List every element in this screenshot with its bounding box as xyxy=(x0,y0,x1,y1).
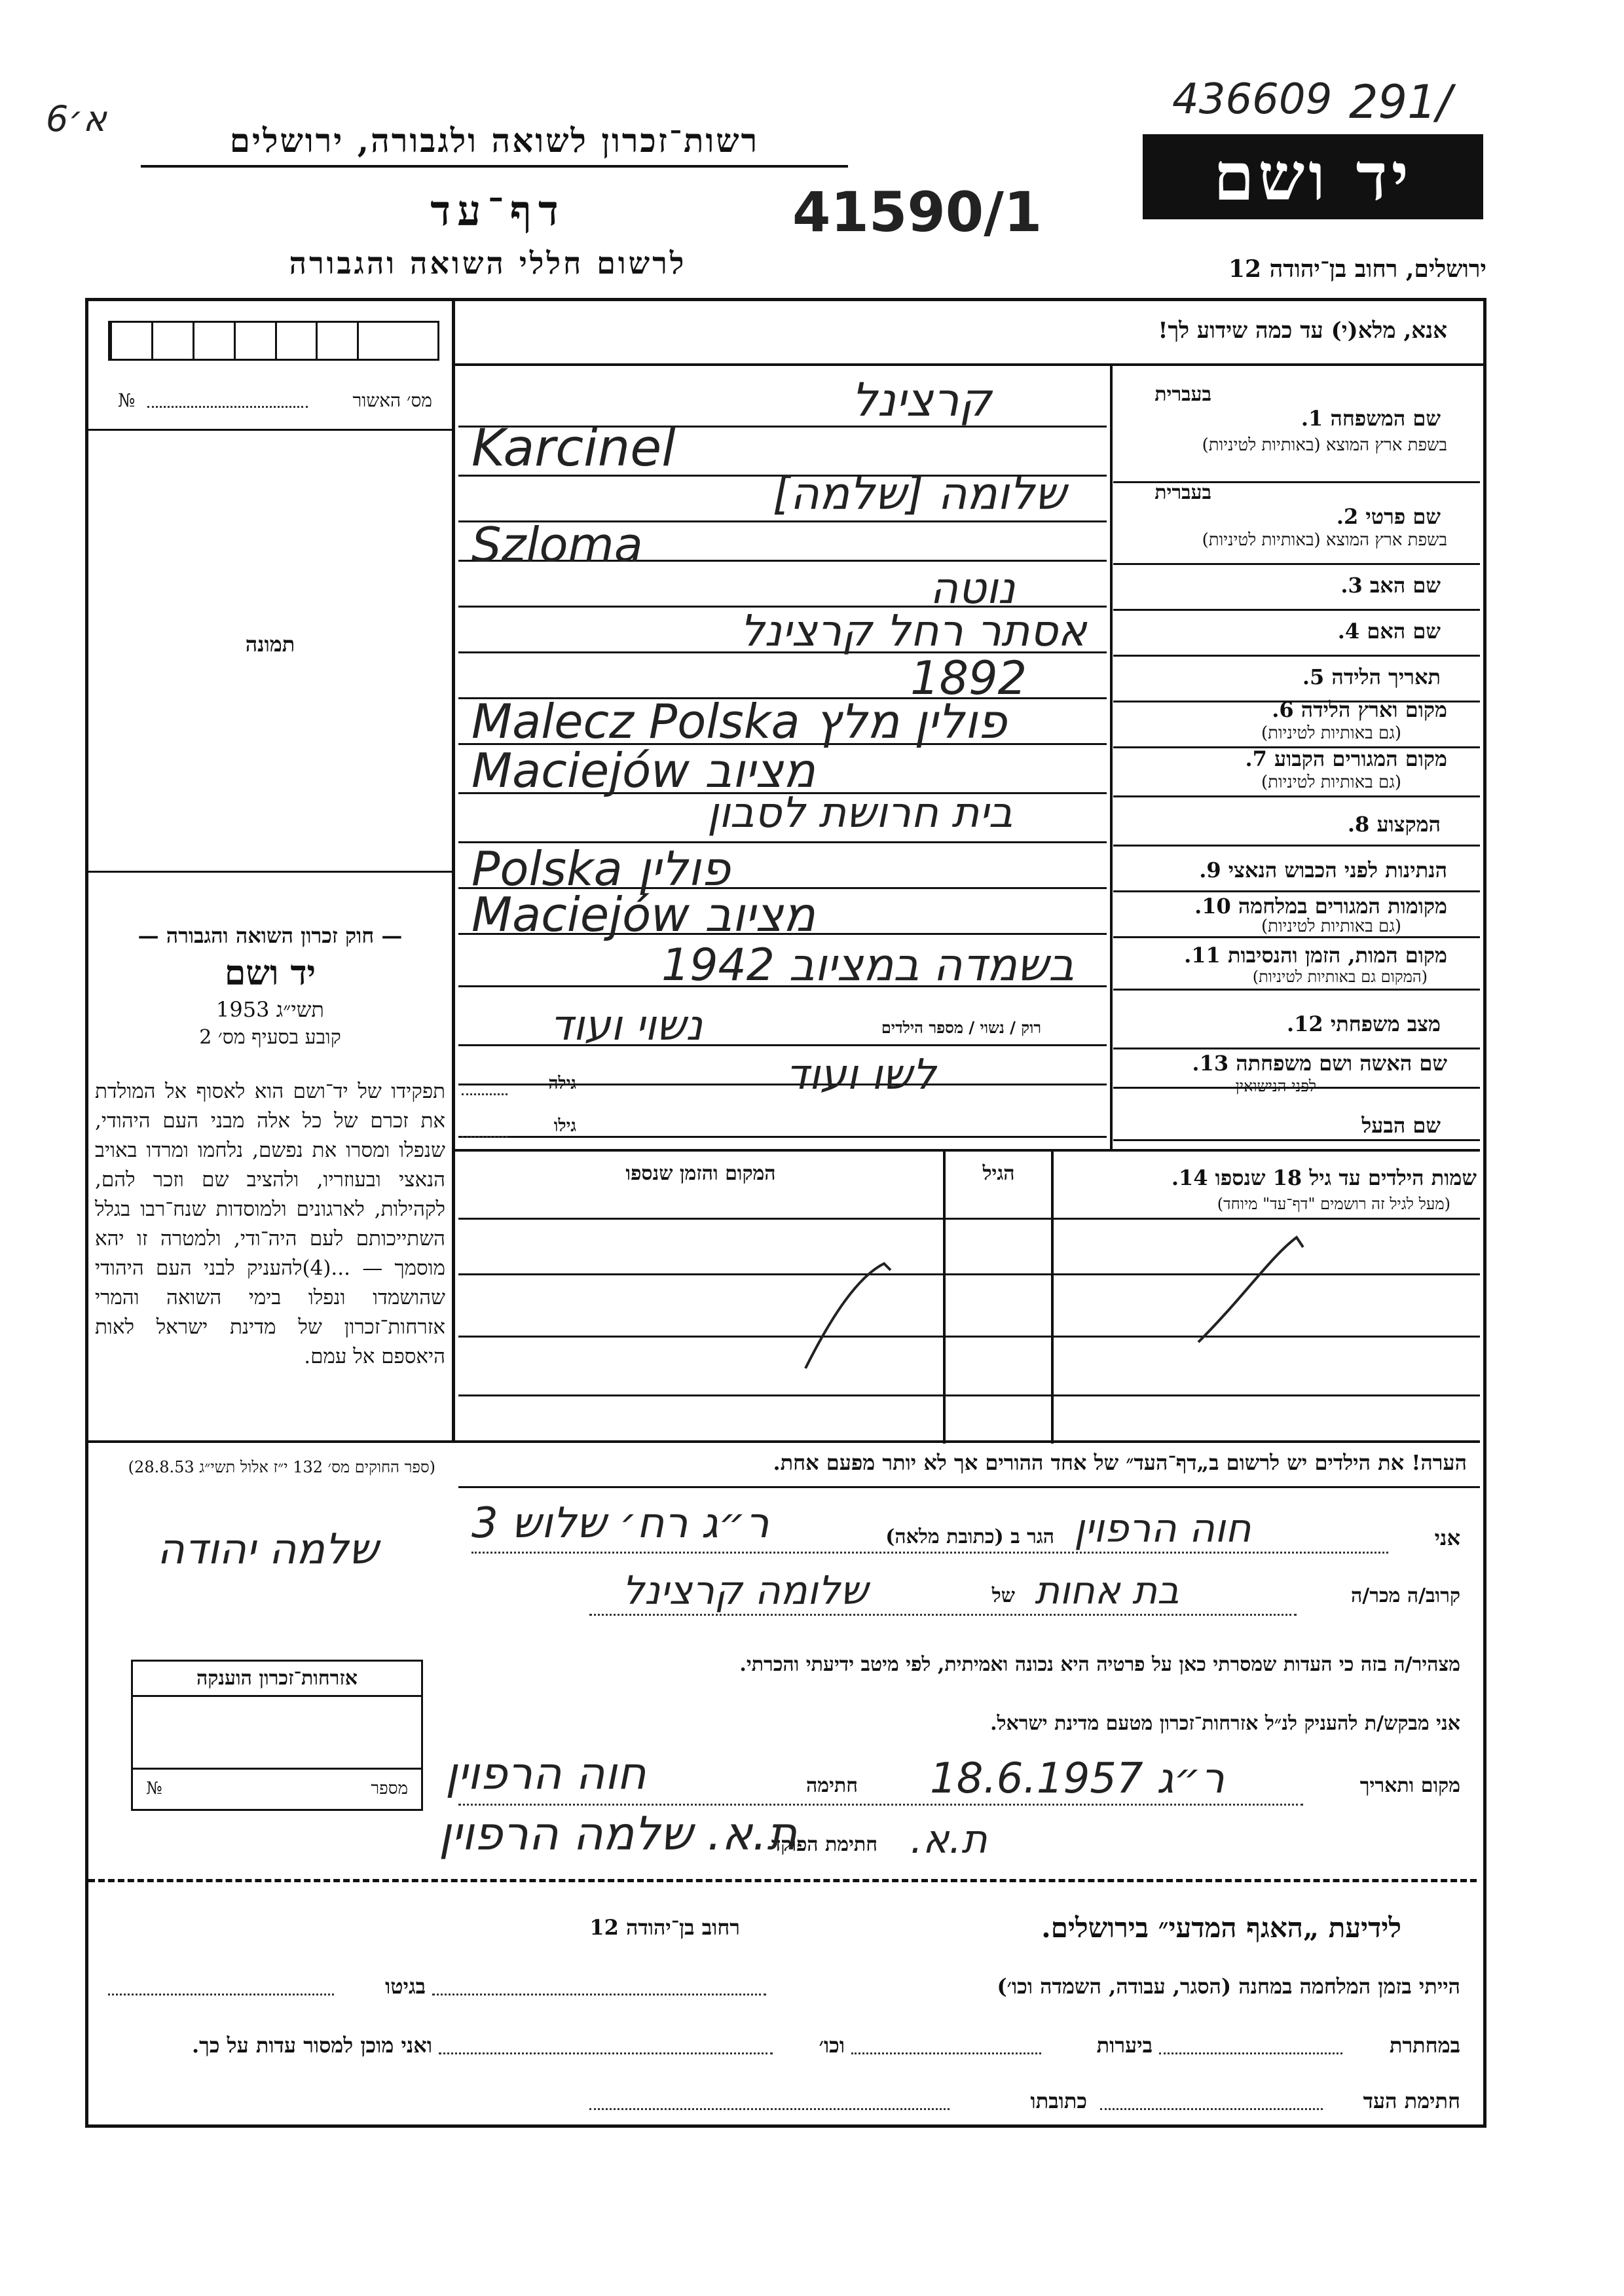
stamp-number-2: 291/ xyxy=(1349,75,1452,129)
field-4-value[interactable]: אסתר רחל קרצינל xyxy=(740,606,1087,656)
citizenship-box xyxy=(131,1660,423,1811)
citizenship-box-number: מספר xyxy=(371,1779,408,1798)
children-col-names: שמות הילדים עד גיל 18 שנספו 14. xyxy=(1171,1165,1477,1190)
field-6-label: מקום וארץ הלידה 6. xyxy=(1272,697,1447,722)
place-date-value[interactable]: ר״ג 18.6.1957 xyxy=(930,1755,1225,1803)
field-11-sub: (המקום גם באותיות לטיניות) xyxy=(1252,968,1428,986)
husband-age-label: גילו xyxy=(553,1116,576,1136)
declaration-text: מצהיר/ה בזה כי העדות שמסרתי כאן על פרטיה היא נכונה ואמיתית, לפי מיטב ידיעתי והכרתי. xyxy=(739,1653,1460,1676)
cross-out-strokes xyxy=(458,1218,1480,1440)
note-text: הערה! את הילדים יש לרשום ב„דף־העד״ של אחד ההורים אך לא יותר מפעם אחת. xyxy=(773,1450,1467,1475)
yad-vashem-logo: יד ושם xyxy=(1143,134,1483,219)
officer-initials[interactable]: ת.א. xyxy=(910,1817,987,1863)
witness-address-label: הגר ב (כתובת מלאה) xyxy=(885,1525,1054,1548)
field-9-value[interactable]: Polska פולין xyxy=(471,841,730,896)
footer-title: לידיעת „האגף המדעי״ בירושלים. xyxy=(1041,1912,1401,1944)
law-title: — חוק זכרון השואה והגבורה — xyxy=(138,923,403,948)
law-reference: (ספר החוקים מס׳ 132 י״ז אלול תשי״ג 28.8.53) xyxy=(128,1458,435,1476)
children-col-names-sub: (מעל לגיל זה רושמים "דף־עד" מיוחד) xyxy=(1217,1195,1450,1213)
field-13-value[interactable]: לשו ועוד xyxy=(786,1051,936,1099)
field-1-label: שם המשפחה 1. xyxy=(1301,406,1441,431)
field-1-sub: בשפת ארץ המוצא (באותיות לטיניות) xyxy=(1202,435,1447,455)
form-number: 41590/1 xyxy=(792,180,1043,244)
field-2-value-hebrew[interactable]: שלומה [שלמה] xyxy=(773,468,1067,520)
field-5-label: תאריך הלידה 5. xyxy=(1302,665,1441,689)
approval-boxes[interactable] xyxy=(108,321,439,361)
field-8-value[interactable]: בית חרושת לסבון xyxy=(707,789,1013,837)
field-2-sub: בשפת ארץ המוצא (באותיות לטיניות) xyxy=(1202,530,1447,550)
relation-label: קרוב/ה מכר/ה xyxy=(1351,1584,1460,1607)
field-8-label: המקצוע 8. xyxy=(1347,812,1441,837)
field-9-label: הנתינות לפני הכבוש הנאצי 9. xyxy=(1199,858,1447,883)
citizenship-box-no: № xyxy=(146,1779,162,1798)
footer-address-line[interactable] xyxy=(589,2108,950,2110)
footer-ghetto: בגיטו xyxy=(385,1974,426,1999)
field-6-sub: (גם באותיות לטיניות) xyxy=(1261,723,1401,743)
address: ירושלים, רחוב בן־יהודה 12 xyxy=(1228,255,1486,283)
form-title: דף־עד xyxy=(430,187,565,236)
witness-address[interactable]: ר״ג רח׳ שלוש 3 xyxy=(471,1499,769,1548)
form-subtitle: לרשום חללי השואה והגבורה xyxy=(289,246,687,281)
officer-signature[interactable]: ת.א. שלמה הרפוין xyxy=(439,1807,798,1861)
field-1-value-latin[interactable]: Karcinel xyxy=(471,419,676,478)
field-7-value[interactable]: Maciejów מציוב xyxy=(471,743,815,798)
witness-prefix: אני xyxy=(1434,1525,1460,1550)
footer-address: רחוב בן־יהודה 12 xyxy=(589,1915,740,1940)
footer-etc: וכו׳ xyxy=(819,2033,845,2058)
law-clause: קובע בסעיף מס׳ 2 xyxy=(199,1026,341,1049)
footer-line1: הייתי בזמן המלחמה במחנה (הסגר, עבודה, השמדה וכו׳) xyxy=(997,1974,1460,1999)
request-text: אני מבקש/ת להעניק לנ״ל אזרחות־זכרון מטעם מדינת ישראל. xyxy=(990,1712,1460,1735)
field-13-label: שם האשה ושם משפחתה 13. xyxy=(1192,1051,1447,1076)
footer-witness-sig-label: חתימת העד xyxy=(1363,2088,1460,2113)
corner-handwritten-mark: א׳6 xyxy=(46,98,107,139)
tear-line xyxy=(88,1879,1477,1882)
field-2-hebrew-tag: בעברית xyxy=(1154,481,1211,504)
relation-value[interactable]: בת אחות xyxy=(1035,1568,1179,1613)
approval-label: מס׳ האשור xyxy=(352,390,432,411)
law-year: תשי״ג 1953 xyxy=(216,997,324,1022)
field-12-label: מצב משפחתי 12. xyxy=(1287,1011,1441,1036)
officer-label: חתימת הפוקד xyxy=(771,1833,877,1856)
field-12-status-options: רוק / נשוי / מספר הילדים xyxy=(881,1018,1041,1037)
place-date-label: מקום ותאריך xyxy=(1359,1774,1460,1797)
authority-title: רשות־זכרון לשואה ולגבורה, ירושלים xyxy=(141,121,848,168)
field-3-label: שם האב 3. xyxy=(1340,573,1441,598)
relation-name[interactable]: שלומה קרצינל xyxy=(622,1568,868,1614)
law-text: תפקידו של יד־ושם הוא לאסוף אל המולדת את זכרם של כל אלה מבני העם היהודי, שנפלו ומסרו את נפשם, נלחמו ומרדו באויב הנאצי ובעוזריו, ולהציב שם וזכר להם, לקהילות, לארגונים ולמוסדות שנח־רבו בגלל השתייכותם לעם היה־ודי, ולמטרה זו יהא מוסמך — ...(4)להעניק לבני העם היהודי שהושמדו ונפלו בימי השואה והמרי אזרחות־זכרון של מדינת ישראל לאות היאספם אל עמם. xyxy=(95,1080,445,1368)
field-1-hebrew-tag: בעברית xyxy=(1154,383,1211,406)
wife-age-label: גילה xyxy=(548,1074,576,1093)
children-col-place: המקום והזמן שנספו xyxy=(625,1162,776,1185)
field-2-value-latin[interactable]: Szloma xyxy=(471,517,643,572)
photo-label: תמונה xyxy=(245,632,295,657)
law-block xyxy=(95,923,445,1049)
field-12-value[interactable]: נשוי ועוד xyxy=(550,1002,703,1050)
children-col-age: הגיל xyxy=(982,1162,1015,1185)
field-10-value[interactable]: Maciejów מציוב xyxy=(471,887,815,942)
field-7-label: מקום המגורים הקבוע 7. xyxy=(1245,746,1447,771)
field-11-label: מקום המות, הזמן והנסיבות 11. xyxy=(1184,943,1447,968)
field-4-label: שם האם 4. xyxy=(1337,619,1441,644)
witness-name[interactable]: חוה הרפוין xyxy=(1074,1506,1251,1552)
field-10-sub: (גם באותיות לטיניות) xyxy=(1261,917,1401,936)
side-handwriting: שלמה יהודה xyxy=(157,1525,378,1574)
footer-forests: ביערות xyxy=(1096,2033,1153,2058)
stamp-number: 436609 xyxy=(1172,75,1333,124)
field-10-label: מקומות המגורים במלחמה 10. xyxy=(1194,894,1447,919)
intro-text: אנא, מלא(י) עד כמה שידוע לך! xyxy=(1158,318,1447,344)
field-13-sub: לפני הנישואין xyxy=(1235,1077,1316,1095)
witness-signature[interactable]: חוה הרפוין xyxy=(445,1748,646,1800)
field-11-value[interactable]: בשמדה במציוב 1942 xyxy=(661,939,1075,991)
field-2-label: שם פרטי 2. xyxy=(1336,504,1441,529)
citizenship-box-title: אזרחות־זכרון הוענקה xyxy=(133,1662,421,1697)
field-7-sub: (גם באותיות לטיניות) xyxy=(1261,773,1401,792)
field-6-value[interactable]: Malecz Polska פולין מלץ xyxy=(471,694,1007,749)
field-1-value-hebrew[interactable]: קרצינל xyxy=(851,373,992,427)
footer-underground: במחתרת xyxy=(1389,2033,1460,2058)
field-5-value[interactable]: 1892 xyxy=(910,651,1027,705)
signature-label: חתימה xyxy=(806,1774,858,1797)
approval-no: № xyxy=(118,390,136,411)
relation-of-label: של xyxy=(991,1584,1015,1607)
footer-address-label: כתובתו xyxy=(1030,2088,1087,2113)
law-name: יד ושם xyxy=(224,953,316,993)
footer-willing: ואני מוכן למסור עדות על כך. xyxy=(191,2033,432,2058)
field-3-value[interactable]: נוטה xyxy=(930,563,1016,613)
husband-label: שם הבעל xyxy=(1361,1113,1441,1138)
